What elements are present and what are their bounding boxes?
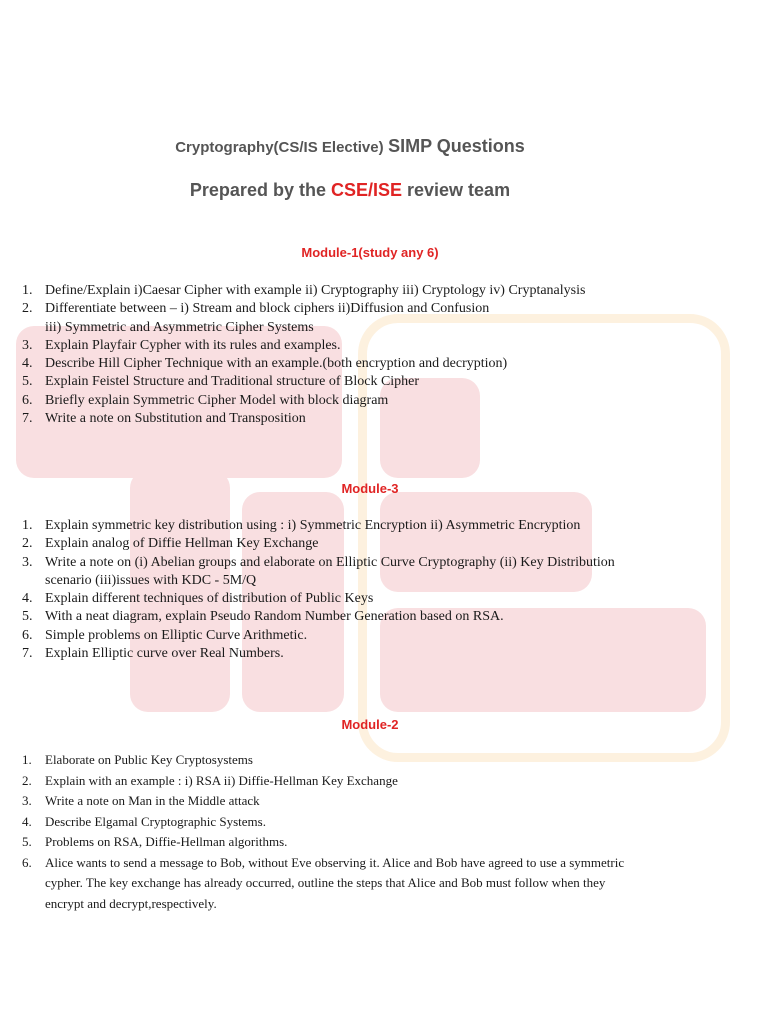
module-3-question-list [22, 517, 682, 663]
list-item: 1. Define/Explain i)Caesar Cipher with example ii) Cryptography iii) Cryptology iv) Cryptanalysis [22, 283, 586, 298]
list-item: 7. Explain Elliptic curve over Real Numbers. [22, 646, 284, 662]
module-2-question-list [22, 750, 682, 914]
module-1-heading: Module-1(study any 6) [301, 245, 439, 260]
title-simp: SIMP Questions [388, 136, 525, 156]
document-subtitle [0, 180, 700, 201]
module-2-heading: Module-2 [341, 717, 399, 732]
list-item: 3. Write a note on Man in the Middle attack [22, 793, 260, 808]
list-item: 5. Explain Feistel Structure and Traditional structure of Block Cipher [22, 374, 420, 390]
list-item: 1. Explain symmetric key distribution using : i) Symmetric Encryption ii) Asymmetric Encryption [22, 518, 581, 533]
subtitle-before: Prepared by the [189, 180, 326, 200]
list-item: 2. Explain analog of Diffie Hellman Key Exchange [22, 536, 319, 552]
title-course: Cryptography(CS/IS Elective) [175, 139, 384, 156]
document-title [0, 136, 700, 157]
list-item: 3. Write a note on (i) Abelian groups and elaborate on Elliptic Curve Cryptography (ii) Key Distribution scenario (iii)issues with KDC - 5M/Q [22, 554, 615, 588]
list-item: 7. Write a note on Substitution and Transposition [22, 411, 306, 427]
module-1-question-list [22, 282, 682, 428]
list-item: 6. Alice wants to send a message to Bob, without Eve observing it. Alice and Bob have agreed to use a symmetric cypher. The key exchange has already occurred, outline the steps that Alice and Bob must follow when they encrypt and decrypt,respectively. [22, 854, 625, 911]
list-item: 2. Explain with an example : i) RSA ii) Diffie-Hellman Key Exchange [22, 772, 398, 788]
module-3-heading: Module-3 [341, 481, 399, 496]
list-item: 1. Elaborate on Public Key Cryptosystems [22, 752, 253, 767]
subtitle-highlight: CSE/ISE [330, 180, 402, 200]
subtitle-after: review team [407, 180, 511, 200]
list-item: 4. Describe Hill Cipher Technique with an example.(both encryption and decryption) [22, 356, 508, 372]
list-item: 5. Problems on RSA, Diffie-Hellman algorithms. [22, 834, 288, 849]
list-item: 3. Explain Playfair Cypher with its rules and examples. [22, 337, 341, 353]
list-item: 6. Briefly explain Symmetric Cipher Model with block diagram [22, 392, 389, 408]
list-item: 4. Explain different techniques of distribution of Public Keys [22, 591, 374, 607]
list-item: 6. Simple problems on Elliptic Curve Arithmetic. [22, 627, 308, 643]
list-item: 2. Differentiate between – i) Stream and block ciphers ii)Diffusion and Confusion iii) Symmetric and Asymmetric Cipher Systems [22, 301, 490, 335]
list-item: 4. Describe Elgamal Cryptographic Systems. [22, 813, 266, 829]
list-item: 5. With a neat diagram, explain Pseudo Random Number Generation based on RSA. [22, 609, 504, 625]
